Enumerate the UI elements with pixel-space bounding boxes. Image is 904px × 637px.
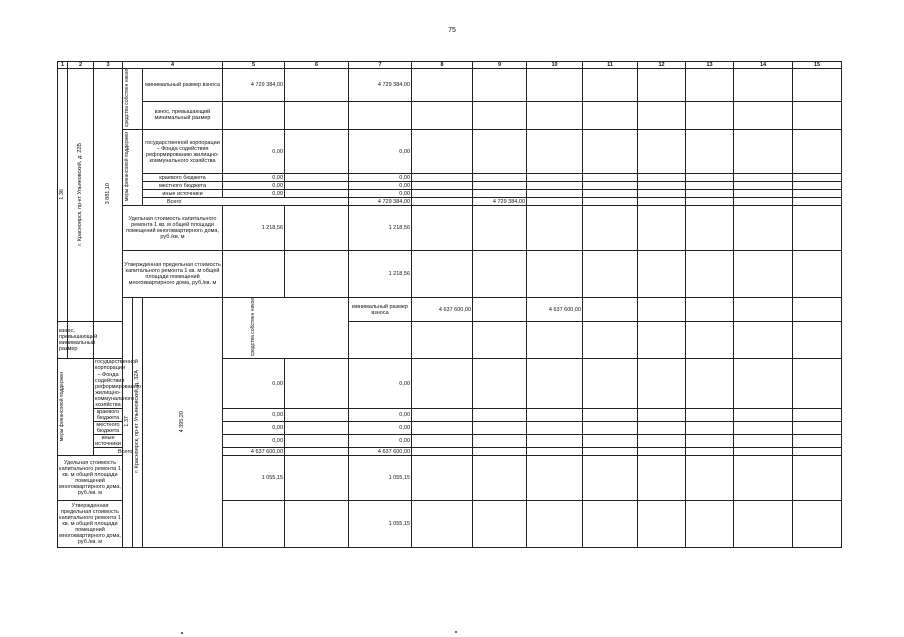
empty-cell: [793, 448, 842, 456]
empty-cell: [638, 251, 686, 298]
empty-cell: [473, 182, 527, 190]
table-row: [58, 130, 842, 174]
empty-cell: [793, 434, 842, 447]
empty-cell: [638, 206, 686, 251]
empty-cell: [473, 130, 527, 174]
empty-cell: [734, 198, 793, 206]
table-row: [58, 174, 842, 182]
empty-cell: [473, 251, 527, 298]
empty-cell: [793, 251, 842, 298]
empty-cell: [793, 298, 842, 322]
empty-cell: [527, 359, 583, 408]
empty-cell: [638, 101, 686, 130]
empty-cell: [793, 190, 842, 198]
address: г. Красноярск, пр-кт Ульяновский, д. 22Б: [77, 142, 84, 246]
empty-cell: [686, 69, 734, 102]
empty-cell: [793, 198, 842, 206]
empty-cell: [686, 101, 734, 130]
empty-cell: [412, 130, 473, 174]
label-cell: местного бюджета: [143, 182, 223, 190]
empty-cell: [793, 408, 842, 421]
empty-cell: [285, 101, 349, 130]
empty-cell: [473, 69, 527, 102]
empty-cell: [793, 322, 842, 359]
empty-cell: [638, 322, 686, 359]
empty-cell: [94, 322, 123, 359]
empty-cell: [734, 130, 793, 174]
value-cell: 0,00: [223, 182, 285, 190]
empty-cell: [527, 322, 583, 359]
empty-cell: [686, 501, 734, 548]
empty-cell: [412, 408, 473, 421]
empty-cell: [527, 69, 583, 102]
value-cell: 4 637 600,00: [349, 448, 412, 456]
empty-cell: [734, 501, 793, 548]
empty-cell: [527, 130, 583, 174]
empty-cell: [686, 421, 734, 434]
value-cell: 4 729 384,00: [349, 69, 412, 102]
empty-cell: [686, 174, 734, 182]
area-cell: [94, 69, 123, 322]
header-cell: 15: [793, 62, 842, 69]
empty-cell: [734, 206, 793, 251]
value-cell: 4 729 384,00: [223, 69, 285, 102]
empty-cell: [412, 69, 473, 102]
empty-cell: [734, 251, 793, 298]
value-cell: 1 218,56: [349, 206, 412, 251]
value-cell: 0,00: [223, 434, 285, 447]
label-cell: государственной корпорации – Фонда содействия реформированию жилищно-коммунального хозяйства: [143, 130, 223, 174]
area: 4 395,20: [179, 410, 186, 433]
label-cell: иные источники: [143, 190, 223, 198]
scan-speck: [181, 632, 183, 634]
owners-group-cell: [223, 298, 285, 359]
support-group-cell: [58, 359, 68, 456]
empty-cell: [527, 101, 583, 130]
empty-cell: [527, 421, 583, 434]
capital-repair-table: [57, 61, 842, 548]
empty-cell: [686, 456, 734, 501]
empty-cell: [734, 69, 793, 102]
value-cell: 0,00: [349, 408, 412, 421]
area-cell: [143, 298, 223, 548]
value-cell: 0,00: [223, 421, 285, 434]
table-row: [58, 251, 842, 298]
empty-cell: [638, 421, 686, 434]
empty-cell: [473, 501, 527, 548]
header-cell: 13: [686, 62, 734, 69]
value-cell: 4 637 600,00: [527, 298, 583, 322]
value-cell: 0,00: [223, 174, 285, 182]
row-number: 1.37: [124, 416, 131, 427]
header-cell: 11: [583, 62, 638, 69]
row-number-cell: [123, 298, 133, 548]
header-cell: 6: [285, 62, 349, 69]
empty-cell: [473, 448, 527, 456]
support-group-label: меры финансовой поддержки: [59, 371, 66, 441]
empty-cell: [473, 421, 527, 434]
empty-cell: [473, 101, 527, 130]
header-cell: 3: [94, 62, 123, 69]
empty-cell: [412, 251, 473, 298]
empty-cell: [638, 190, 686, 198]
empty-cell: [583, 434, 638, 447]
header-cell: 5: [223, 62, 285, 69]
empty-cell: [793, 101, 842, 130]
empty-cell: [686, 130, 734, 174]
empty-cell: [686, 206, 734, 251]
table-row: [58, 182, 842, 190]
label-cell: Удельная стоимость капитального ремонта 1 кв. м общей площади помещений многоквартирного дома, руб./кв. м: [58, 456, 123, 501]
label-cell: взнос, превышающий минимальный размер: [58, 322, 68, 359]
empty-cell: [734, 174, 793, 182]
empty-cell: [638, 174, 686, 182]
owners-group-cell: [123, 69, 133, 130]
empty-cell: [583, 130, 638, 174]
empty-cell: [734, 182, 793, 190]
label-cell: краевого бюджета: [143, 174, 223, 182]
empty-cell: [734, 190, 793, 198]
empty-cell: [638, 198, 686, 206]
value-cell: 4 729 384,00: [473, 198, 527, 206]
empty-cell: [686, 190, 734, 198]
empty-cell: [638, 69, 686, 102]
empty-cell: [412, 174, 473, 182]
empty-cell: [412, 434, 473, 447]
header-cell: 2: [68, 62, 94, 69]
empty-cell: [473, 434, 527, 447]
empty-cell: [686, 298, 734, 322]
empty-cell: [793, 359, 842, 408]
empty-cell: [412, 101, 473, 130]
empty-cell: [734, 298, 793, 322]
empty-cell: [583, 421, 638, 434]
value-cell: 4 637 600,00: [223, 448, 285, 456]
header-cell: 14: [734, 62, 793, 69]
empty-cell: [793, 182, 842, 190]
value-cell: 0,00: [349, 190, 412, 198]
empty-cell: [734, 322, 793, 359]
label-cell: иные источники: [95, 434, 121, 448]
empty-cell: [527, 251, 583, 298]
empty-cell: [412, 501, 473, 548]
empty-cell: [793, 456, 842, 501]
header-cell: 4: [123, 62, 223, 69]
empty-cell: [412, 359, 473, 408]
header-cell: 10: [527, 62, 583, 69]
empty-cell: [583, 501, 638, 548]
value-cell: 0,00: [223, 190, 285, 198]
empty-cell: [412, 206, 473, 251]
value-cell: 1 055,15: [223, 456, 285, 501]
empty-cell: [527, 190, 583, 198]
empty-cell: [583, 206, 638, 251]
value-cell: 0,00: [349, 434, 412, 447]
value-cell: 0,00: [223, 408, 285, 421]
label-cell: Утвержденная предельная стоимость капитального ремонта 1 кв. м общей площади помещений многоквартирного дома, руб./кв. м: [123, 251, 223, 298]
owners-group-label: средства собствен ников: [124, 69, 131, 128]
label-cell: Всего: [143, 198, 349, 206]
value-cell: 4 729 384,00: [349, 198, 412, 206]
empty-cell: [527, 198, 583, 206]
header-cell: 7: [349, 62, 412, 69]
empty-cell: [412, 421, 473, 434]
support-group-cell: [123, 130, 133, 206]
empty-cell: [734, 408, 793, 421]
empty-cell: [793, 421, 842, 434]
empty-cell: [583, 182, 638, 190]
empty-cell: [473, 408, 527, 421]
header-cell: 9: [473, 62, 527, 69]
support-group-label: меры финансовой поддержки: [124, 132, 131, 202]
label-cell: местного бюджета: [94, 421, 123, 434]
empty-cell: [349, 101, 412, 130]
empty-cell: [734, 434, 793, 447]
owners-group-label: средства собствен ников: [250, 298, 257, 357]
value-cell: 4 637 600,00: [412, 298, 473, 322]
empty-cell: [793, 501, 842, 548]
header-cell: 1: [58, 62, 68, 69]
empty-cell: [527, 182, 583, 190]
label-cell: государственной корпорации – Фонда содействия реформированию жилищно-коммунального хозяйства: [95, 359, 141, 408]
empty-cell: [686, 408, 734, 421]
address: г. Красноярск, пр-кт Ульяновский, д. 32А: [134, 370, 141, 473]
value-cell: 0,00: [349, 174, 412, 182]
empty-cell: [412, 456, 473, 501]
empty-cell: [793, 130, 842, 174]
empty-cell: [583, 251, 638, 298]
label-cell: взнос, превышающий минимальный размер: [143, 101, 223, 130]
table-row: [58, 101, 842, 130]
empty-cell: [734, 448, 793, 456]
table-row: [58, 190, 842, 198]
empty-cell: [412, 322, 473, 359]
value-cell: 1 055,15: [349, 456, 412, 501]
scan-speck: [455, 631, 457, 633]
empty-cell: [412, 182, 473, 190]
empty-cell: [583, 408, 638, 421]
empty-cell: [527, 448, 583, 456]
empty-cell: [583, 448, 638, 456]
address-cell: [133, 298, 143, 548]
label-cell: минимальный размер взноса: [349, 298, 412, 322]
header-cell: 8: [412, 62, 473, 69]
value-cell: 0,00: [349, 182, 412, 190]
table-row: [58, 198, 842, 206]
empty-cell: [473, 190, 527, 198]
value-cell: 0,00: [349, 359, 412, 408]
empty-cell: [686, 448, 734, 456]
address-cell: [68, 69, 94, 322]
empty-cell: [527, 501, 583, 548]
empty-cell: [473, 359, 527, 408]
empty-cell: [793, 206, 842, 251]
empty-cell: [638, 298, 686, 322]
empty-cell: [686, 434, 734, 447]
empty-cell: [638, 448, 686, 456]
empty-cell: [638, 182, 686, 190]
empty-cell: [527, 408, 583, 421]
header-row: [58, 62, 842, 69]
empty-cell: [583, 69, 638, 102]
value-cell: 1 218,56: [223, 206, 285, 251]
empty-cell: [527, 206, 583, 251]
empty-cell: [638, 501, 686, 548]
empty-cell: [638, 359, 686, 408]
empty-cell: [527, 174, 583, 182]
empty-cell: [686, 198, 734, 206]
empty-cell: [223, 101, 285, 130]
empty-cell: [473, 322, 527, 359]
empty-cell: [638, 130, 686, 174]
empty-cell: [412, 448, 473, 456]
row-number: 1.36: [59, 188, 66, 200]
value-cell: 0,00: [223, 359, 285, 408]
empty-cell: [583, 190, 638, 198]
empty-cell: [793, 174, 842, 182]
empty-cell: [734, 456, 793, 501]
label-cell: Всего: [94, 448, 143, 456]
empty-cell: [527, 434, 583, 447]
table-row: [58, 69, 842, 102]
empty-cell: [638, 456, 686, 501]
label-cell: Утвержденная предельная стоимость капитального ремонта 1 кв. м общей площади помещений многоквартирного дома, руб./кв. м: [58, 501, 123, 548]
row-number-cell: [58, 69, 68, 322]
empty-cell: [686, 322, 734, 359]
empty-cell: [686, 182, 734, 190]
value-cell: 1 055,15: [349, 501, 412, 548]
table-row: [58, 298, 842, 322]
page-number: 75: [448, 27, 456, 34]
empty-cell: [583, 174, 638, 182]
empty-cell: [473, 174, 527, 182]
table-row: [58, 206, 842, 251]
empty-cell: [583, 198, 638, 206]
empty-cell: [734, 359, 793, 408]
empty-cell: [583, 359, 638, 408]
empty-cell: [734, 101, 793, 130]
empty-cell: [734, 421, 793, 434]
empty-cell: [793, 69, 842, 102]
value-cell: 0,00: [349, 421, 412, 434]
value-cell: 1 218,56: [349, 251, 412, 298]
value-cell: 0,00: [223, 130, 285, 174]
empty-cell: [686, 359, 734, 408]
value-cell: 0,00: [349, 130, 412, 174]
empty-cell: [527, 456, 583, 501]
label-cell: краевого бюджета: [94, 408, 123, 421]
empty-cell: [638, 408, 686, 421]
empty-cell: [583, 456, 638, 501]
label-cell: минимальный размер взноса: [143, 69, 223, 102]
empty-cell: [473, 206, 527, 251]
empty-cell: [412, 190, 473, 198]
empty-cell: [686, 251, 734, 298]
empty-cell: [473, 456, 527, 501]
empty-cell: [349, 322, 412, 359]
label-cell: Удельная стоимость капитального ремонта 1 кв. м общей площади помещений многоквартирного дома, руб./кв. м: [123, 206, 223, 251]
empty-cell: [638, 434, 686, 447]
empty-cell: [583, 298, 638, 322]
empty-cell: [583, 322, 638, 359]
header-cell: 12: [638, 62, 686, 69]
area: 3 881,10: [104, 183, 111, 205]
empty-cell: [583, 101, 638, 130]
